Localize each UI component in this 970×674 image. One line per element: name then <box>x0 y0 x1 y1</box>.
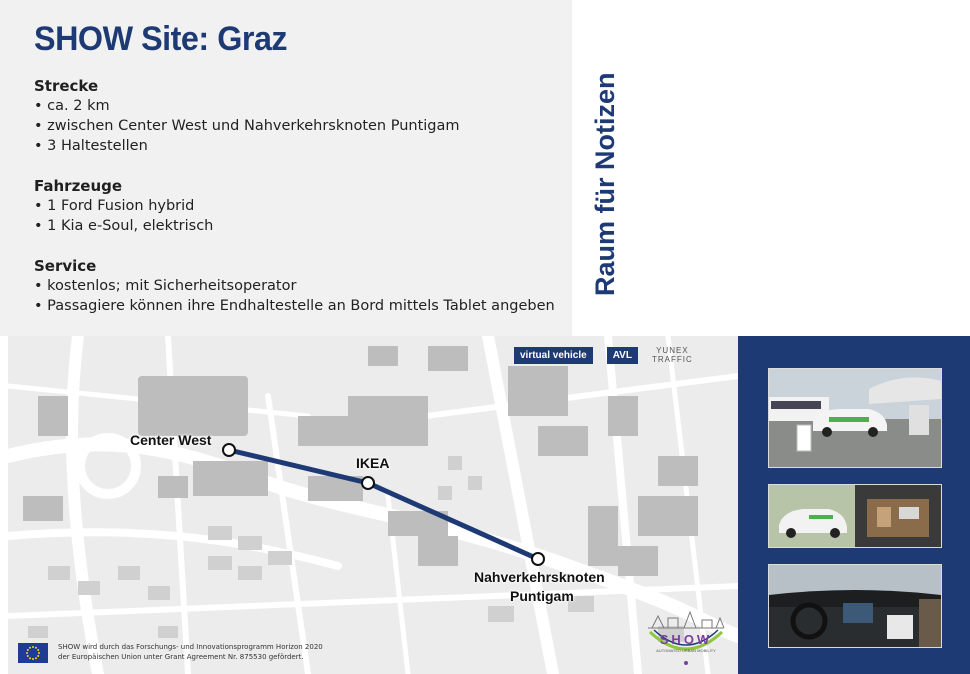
stop-marker-puntigam[interactable] <box>532 553 544 565</box>
stop-marker-ikea[interactable] <box>362 477 374 489</box>
svg-text:SHOW: SHOW <box>659 632 713 647</box>
photo-cockpit-tablet[interactable] <box>768 564 942 648</box>
show-logo <box>644 606 728 668</box>
map-background <box>8 336 738 674</box>
section-fahrzeuge <box>34 176 213 236</box>
section-heading: Fahrzeuge <box>34 177 123 195</box>
section-heading: Service <box>34 257 97 275</box>
list-item: • 1 Ford Fusion hybrid <box>34 196 213 216</box>
list-item: • ca. 2 km <box>34 96 460 116</box>
virtual-vehicle-logo: virtual vehicle <box>514 347 593 364</box>
photo-vehicle-at-stop[interactable] <box>768 368 942 468</box>
funding-notice: SHOW wird durch das Forschungs- und Innovationsprogramm Horizon 2020 der Europäischen Union unter Grant Agreement Nr. 875530 gefördert. <box>58 643 323 661</box>
section-heading: Strecke <box>34 77 99 95</box>
list-item: • kostenlos; mit Sicherheitsoperator <box>34 276 555 296</box>
partner-logos <box>514 344 693 366</box>
page-title: SHOW Site: Graz <box>34 20 288 58</box>
photo-panel <box>738 336 970 674</box>
svg-text:AUTOMATED URBAN MOBILITY: AUTOMATED URBAN MOBILITY <box>656 648 716 653</box>
notes-space-label: Raum für Notizen <box>590 72 620 296</box>
route-map <box>8 336 738 674</box>
photo-kia-interior[interactable] <box>768 484 942 548</box>
section-strecke <box>34 76 460 156</box>
section-service <box>34 256 555 316</box>
list-item: • Passagiere können ihre Endhaltestelle an Bord mittels Tablet angeben <box>34 296 555 316</box>
eu-flag-icon <box>18 643 48 663</box>
list-item: • 3 Haltestellen <box>34 136 460 156</box>
avl-logo: AVL <box>607 347 638 364</box>
info-panel <box>0 0 572 336</box>
yunex-logo: YUNEX TRAFFIC <box>651 346 693 364</box>
stop-label-puntigam-1: Nahverkehrsknoten <box>474 569 605 585</box>
stop-label-ikea: IKEA <box>356 455 390 471</box>
stop-marker-center-west[interactable] <box>223 444 235 456</box>
list-item: • 1 Kia e-Soul, elektrisch <box>34 216 213 236</box>
list-item: • zwischen Center West und Nahverkehrsknoten Puntigam <box>34 116 460 136</box>
stop-label-center-west: Center West <box>130 432 212 448</box>
stop-label-puntigam-2: Puntigam <box>510 588 574 604</box>
